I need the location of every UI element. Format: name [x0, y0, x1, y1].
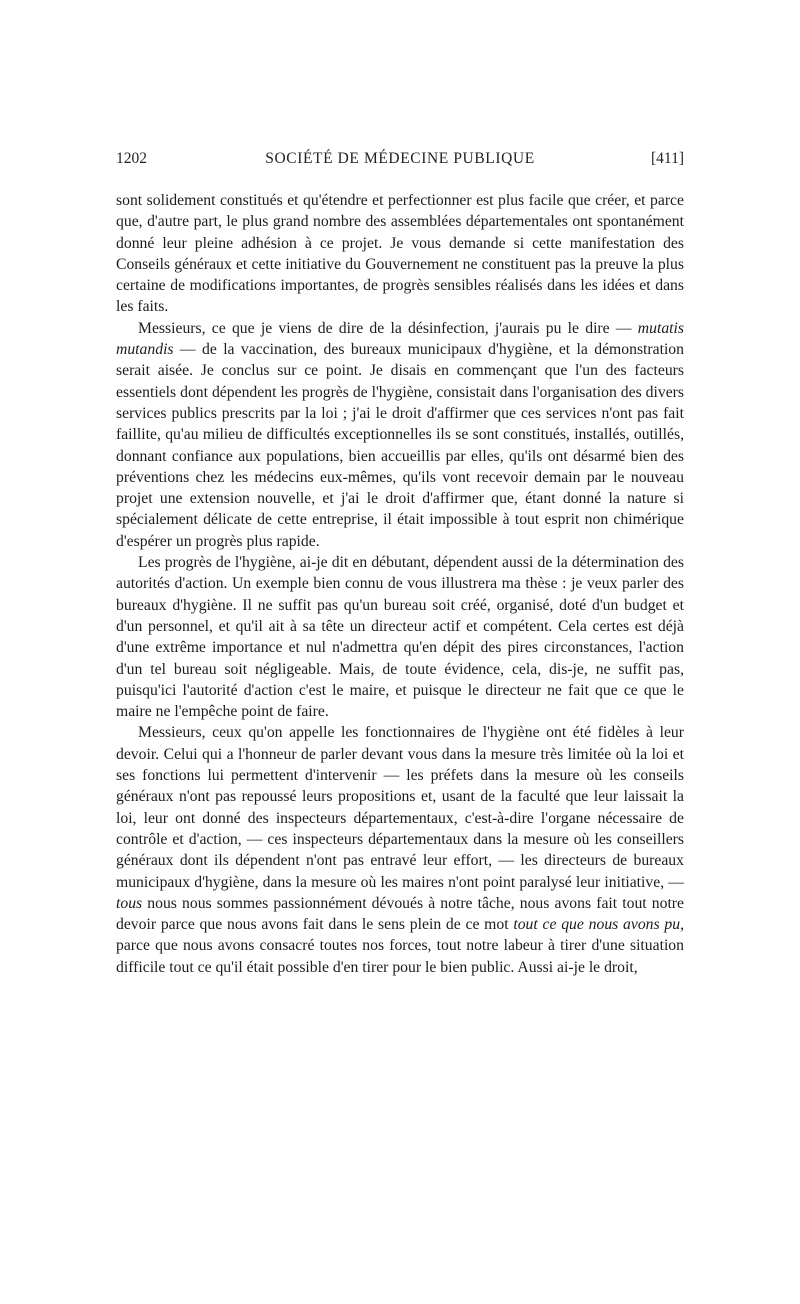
body-text — [116, 190, 684, 978]
paragraph-2-text-before: Messieurs, ce que je viens de dire de la désinfection, j'aurais pu le dire — — [138, 319, 638, 337]
paragraph-2-text-after: — de la vaccination, des bureaux municipaux d'hygiène, et la démonstration serait aisée. Je conclus sur ce point. Je disais en commençant que l'un des facteurs essentiels dont dépendent les progrès de l'hygiène, consistait dans l'organisation des divers services publics prescrits par la loi ; j'ai le droit d'affirmer que ces services n'ont pas fait faillite, qu'au milieu de difficultés exceptionnelles ils se sont constitués, installés, outillés, donnant confiance aux populations, bien accueillis par elles, qu'ils ont désarmé bien des préventions chez les médecins eux-mêmes, qu'ils vont recevoir demain par le nouveau projet une extension nouvelle, et j'ai le droit d'affirmer que, étant donné la nature si spécialement délicate de cette entreprise, il était impossible à tout esprit non chimérique d'espérer un progrès plus rapide. — [116, 341, 684, 550]
paragraph-4-emphasis: tous — [116, 894, 143, 912]
paragraph-3-text: Les progrès de l'hygiène, ai-je dit en débutant, dépendent aussi de la détermination des autorités d'action. Un exemple bien connu de vous illustrera ma thèse : je veux parler des bureaux d'hygiène. Il ne suffit pas qu'un bureau soit créé, organisé, doté d'un budget et d'un personnel, et qu'il ait à sa tête un directeur actif et compétent. Cela certes est déjà d'une extrême importance et nul n'admettra qu'en dépit des pires circonstances, l'action d'un tel bureau soit négligeable. Mais, de toute évidence, cela, dis-je, ne suffit pas, puisqu'ici l'autorité d'action c'est le maire, et puisque le directeur ne fait que ce que le maire ne l'empêche point de faire. — [116, 554, 684, 721]
paragraph-4-text-after: , parce que nous avons consacré toutes nos forces, tout notre labeur à tirer d'une situation difficile tout ce qu'il était possible d'en tirer pour le bien public. Aussi ai-je le droit, — [116, 916, 685, 976]
running-title: SOCIÉTÉ DE MÉDECINE PUBLIQUE — [265, 150, 535, 167]
paragraph-4-text-middle: nous nous sommes passionnément dévoués à notre tâche, nous avons fait tout notre devoir parce que nous avons fait dans le sens plein de ce mot — [116, 894, 684, 934]
paragraph-4-emphasis-2: tout ce que nous avons pu — [513, 916, 681, 934]
paragraph-4 — [116, 722, 684, 978]
paragraph-2 — [116, 318, 684, 552]
paragraph-1-text: sont solidement constitués et qu'étendre et perfectionner est plus facile que créer, et parce que, d'autre part, le plus grand nombre des assemblées départementales ont spontanément donné leur pleine adhésion à ce projet. Je vous demande si cette manifestation des Conseils généraux et cette initiative du Gouvernement ne constituent pas la preuve la plus certaine de modifications importantes, de progrès sensibles réalisés dans les idées et dans les faits. — [116, 192, 684, 316]
paragraph-3 — [116, 552, 684, 722]
paragraph-2-emphasis: mutatis mutandis — [116, 319, 684, 359]
paragraph-1 — [116, 190, 684, 318]
folio-number: [411] — [651, 150, 684, 167]
page-number: 1202 — [116, 150, 147, 167]
running-head — [116, 150, 684, 176]
paragraph-4-text-before: Messieurs, ceux qu'on appelle les fonctionnaires de l'hygiène ont été fidèles à leur devoir. Celui qui a l'honneur de parler devant vous dans la mesure très limitée où la loi et ses fonctions lui permettent d'intervenir — les préfets dans la mesure où les conseils généraux n'ont pas repoussé leurs propositions et, usant de la faculté que leur laissait la loi, leur ont donné des inspecteurs départementaux, c'est-à-dire l'organe nécessaire de contrôle et d'action, — ces inspecteurs départementaux dans la mesure où les conseillers généraux dont ils dépendent n'ont pas entravé leur effort, — les directeurs de bureaux municipaux d'hygiène, dans la mesure où les maires n'ont point paralysé leur initiative, — — [116, 724, 684, 891]
